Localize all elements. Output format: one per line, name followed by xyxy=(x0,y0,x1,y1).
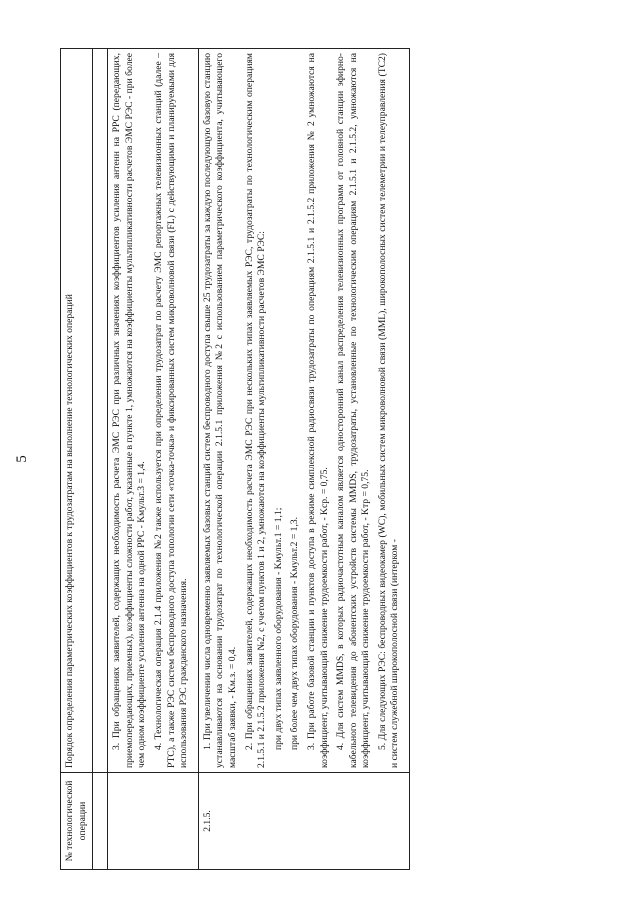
paragraph: при двух типах заявленного оборудования - Kмульт.1 = 1,1; xyxy=(272,507,284,750)
row-number-empty xyxy=(108,773,199,870)
paragraph: 1. При увеличении числа одновременно заявляемых базовых станций систем беспроводного доступа свыше 25 трудозатраты за каждую последующую базовую станцию устанавливаются на основании трудозатрат по технологической операции 2.1.5.1 приложения №2 с использованием параметрического коэффициента, учитывающего масштаб заявки, - Kм.з. = 0,4. xyxy=(201,53,238,768)
row-procedure-text xyxy=(108,49,199,773)
paragraph: 3. При работе базовой станции и пунктов доступа в режиме симплексной радиосвязи трудозатраты по операциям 2.1.5.1 и 2.1.5.2 приложения № 2 умножаются на коэффициент, учитывающий снижение трудоемкости работ, - Kср. = 0,75. xyxy=(305,53,330,768)
paragraph: 2. При обращениях заявителей, содержащих необходимость расчета ЭМС РЭС при нескольких типах заявляемых РЭС, трудозатраты по технологическим операциям 2.1.5.1 и 2.1.5.2 приложения №2, с учетом пунктов 1 и 2, умножаются на коэффициенты мультипликативности расчетов ЭМС РЭС: xyxy=(243,53,268,768)
table-row xyxy=(198,49,409,870)
paragraph: 4. Для систем MMDS, в которых радиочастотным каналом является односторонний канал распределения телевизионных программ от головной станции эфирно-кабельного телевидения до абонентских устройств системы MMDS, трудозатраты, установленные по технологическим операциям 2.1.5.1 и 2.1.5.2, умножаются на коэффициент, учитывающий снижение трудоемкости работ, - Kтр = 0,75. xyxy=(335,53,372,768)
header-procedure: Порядок определения параметрических коэффициентов к трудозатратам на выполнение технологических операций xyxy=(61,49,93,773)
paragraph: 3. При обращениях заявителей, содержащих необходимость расчета ЭМС РЭС при различных значениях коэффициентов усиления антенн на РРС (передающих, приемопередающих, приемных), коэффициенты сложности работ, указанные в пункте 1, умножаются на коэффициенты мультипликативности расчетов ЭМС РЭС - при более чем одном коэффициенте усиления антенна на одной РРС - Kмульт.3 = 1,4. xyxy=(111,53,148,768)
row-number: 2.1.5. xyxy=(198,773,409,870)
row-procedure-text xyxy=(198,49,409,773)
coefficients-table xyxy=(60,48,410,870)
rotated-page xyxy=(14,48,608,870)
page-number: 5 xyxy=(14,455,30,463)
table-spacer-row xyxy=(93,49,108,870)
header-operation-number: № технологической операции xyxy=(61,773,93,870)
table-header-row xyxy=(61,49,93,870)
table-row xyxy=(108,49,199,870)
paragraph: при более чем двух типах оборудования - Kмульт.2 = 1,3. xyxy=(289,516,301,750)
paragraph: 5. Для следующих РЭС: беспроводных видеокамер (WC), мобильных систем микроволновой связи (MML), широкополосных систем телеметрии и телеуправления (TC2) и систем служебной широкополосной связи (интерком - xyxy=(376,53,401,768)
paragraph: 4. Технологическая операция 2.1.4 приложения №2 также используется при определении трудозатрат по расчету ЭМС репортажных телевизионных станций (далее – РТС), а также РЭС систем беспроводного доступа топологии сети «точка-точка» и фиксированных систем микроволновой связи (FL) с действующими и планируемыми для использования РЭС гражданского назначения. xyxy=(152,53,190,768)
